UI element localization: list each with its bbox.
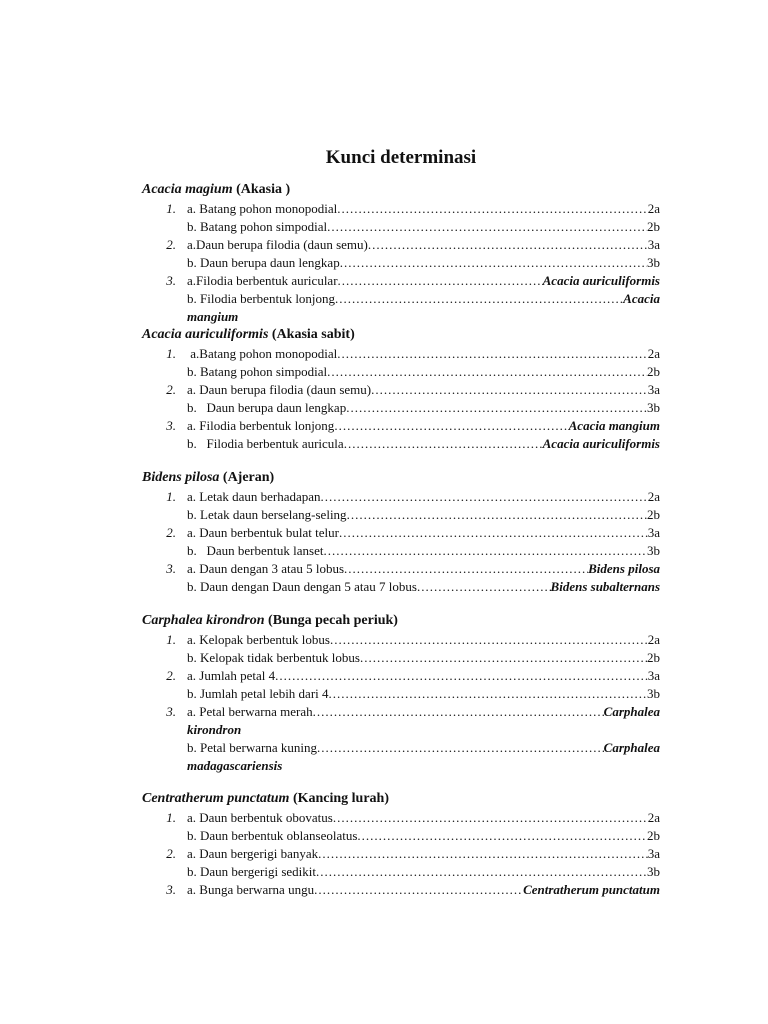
key-line xyxy=(142,254,660,272)
key-result-species: Bidens pilosa xyxy=(588,561,660,576)
leader-dots xyxy=(368,236,648,254)
couplet-number: 3. xyxy=(166,561,176,576)
common-name: (Akasia sabit) xyxy=(271,327,355,342)
key-text: a. Letak daun berhadapan xyxy=(187,489,321,504)
leader-dots xyxy=(371,381,648,399)
key-result-species: Acacia xyxy=(623,291,660,306)
key-leader xyxy=(187,254,660,272)
key-result-couplet: 2b xyxy=(647,507,660,522)
key-result-species: Bidens subalternans xyxy=(550,579,660,594)
leader-dots xyxy=(275,667,648,685)
couplet-number: 3. xyxy=(166,418,176,433)
leader-dots xyxy=(347,506,647,524)
key-leader xyxy=(187,506,660,524)
key-line xyxy=(142,272,660,290)
key-text: b. Daun bergerigi sedikit xyxy=(187,864,317,879)
key-text: a. Filodia berbentuk lonjong xyxy=(187,418,335,433)
common-name: (Kancing lurah) xyxy=(292,791,390,806)
species-heading xyxy=(142,182,290,198)
leader-dots xyxy=(346,399,647,417)
key-leader xyxy=(187,290,660,308)
key-leader xyxy=(187,488,660,506)
leader-dots xyxy=(327,363,647,381)
common-name: (Ajeran) xyxy=(222,470,275,485)
leader-dots xyxy=(338,272,543,290)
key-text: a.Daun berupa filodia (daun semu) xyxy=(187,237,368,252)
key-leader xyxy=(187,703,660,721)
key-leader xyxy=(187,218,660,236)
leader-dots xyxy=(317,739,604,757)
species-name: Carphalea kirondron xyxy=(142,613,265,628)
species-name: Centratherum punctatum xyxy=(142,791,290,806)
key-result-couplet: 2a xyxy=(647,201,660,216)
leader-dots xyxy=(417,578,551,596)
key-line xyxy=(142,631,660,649)
key-leader xyxy=(187,631,660,649)
key-text: a. Petal berwarna merah xyxy=(187,704,313,719)
leader-dots xyxy=(360,649,647,667)
key-text: a. Bunga berwarna ungu xyxy=(187,882,315,897)
leader-dots xyxy=(339,524,648,542)
key-line xyxy=(142,399,660,417)
key-result-species: Acacia auriculiformis xyxy=(542,436,660,451)
leader-dots xyxy=(335,290,623,308)
key-result-species: Acacia auriculiformis xyxy=(542,273,660,288)
key-text: a. Batang pohon monopodial xyxy=(187,201,338,216)
key-text: b. Filodia berbentuk lonjong xyxy=(187,291,336,306)
species-name: Acacia auriculiformis xyxy=(142,327,269,342)
species-name: Bidens pilosa xyxy=(142,470,220,485)
leader-dots xyxy=(344,435,543,453)
key-leader xyxy=(187,560,660,578)
key-result-couplet: 3a xyxy=(647,668,660,683)
leader-dots xyxy=(357,827,647,845)
key-result-species-cont: mangium xyxy=(187,309,239,324)
key-line-continuation xyxy=(142,721,660,739)
species-heading xyxy=(142,613,398,629)
leader-dots xyxy=(334,417,568,435)
key-line-continuation xyxy=(142,308,660,326)
couplet-number: 3. xyxy=(166,882,176,897)
key-result-couplet: 3b xyxy=(647,400,660,415)
couplet-number: 1. xyxy=(166,201,176,216)
key-text: b. Daun dengan Daun dengan 5 atau 7 lobus xyxy=(187,579,417,594)
key-text: b. Daun berbentuk lanset xyxy=(187,543,324,558)
key-line xyxy=(142,578,660,596)
key-text: a.Batang pohon monopodial xyxy=(187,346,338,361)
key-leader xyxy=(187,435,660,453)
key-line xyxy=(142,200,660,218)
species-heading xyxy=(142,470,274,486)
key-line xyxy=(142,381,660,399)
key-result-couplet: 2a xyxy=(647,346,660,361)
leader-dots xyxy=(333,809,648,827)
key-leader xyxy=(187,272,660,290)
key-result-couplet: 3b xyxy=(647,686,660,701)
key-result-couplet: 3b xyxy=(647,255,660,270)
key-leader xyxy=(187,578,660,596)
key-result-species: Acacia mangium xyxy=(568,418,660,433)
key-text: a. Daun bergerigi banyak xyxy=(187,846,319,861)
key-result-couplet: 2b xyxy=(647,219,660,234)
couplet-number: 2. xyxy=(166,525,176,540)
key-text: b. Petal berwarna kuning xyxy=(187,740,317,755)
couplet-number: 1. xyxy=(166,489,176,504)
key-leader xyxy=(187,399,660,417)
key-leader xyxy=(187,685,660,703)
key-text: a. Daun dengan 3 atau 5 lobus xyxy=(187,561,345,576)
key-result-couplet: 3a xyxy=(647,846,660,861)
key-text: b. Daun berupa daun lengkap xyxy=(187,255,340,270)
couplet-number: 2. xyxy=(166,237,176,252)
key-leader xyxy=(187,363,660,381)
key-result-couplet: 2b xyxy=(647,364,660,379)
key-line xyxy=(142,506,660,524)
key-leader xyxy=(187,345,660,363)
leader-dots xyxy=(337,200,648,218)
key-line xyxy=(142,560,660,578)
key-leader xyxy=(187,200,660,218)
key-line xyxy=(142,542,660,560)
key-result-couplet: 2b xyxy=(647,828,660,843)
couplet-number: 3. xyxy=(166,273,176,288)
couplet-number: 2. xyxy=(166,382,176,397)
key-leader xyxy=(187,739,660,757)
couplet-number: 2. xyxy=(166,846,176,861)
key-result-couplet: 3a xyxy=(647,525,660,540)
couplet-number: 1. xyxy=(166,810,176,825)
key-text: b. Daun berbentuk oblanseolatus xyxy=(187,828,358,843)
key-result-couplet: 3b xyxy=(647,543,660,558)
species-name: Acacia magium xyxy=(142,182,233,197)
key-leader xyxy=(187,417,660,435)
key-leader xyxy=(187,649,660,667)
key-line xyxy=(142,863,660,881)
key-result-couplet: 3a xyxy=(647,237,660,252)
key-text: a. Daun berbentuk bulat telur xyxy=(187,525,339,540)
key-result-species-cont: madagascariensis xyxy=(187,758,283,773)
leader-dots xyxy=(329,685,647,703)
key-leader xyxy=(187,881,660,899)
leader-dots xyxy=(313,703,604,721)
leader-dots xyxy=(337,345,648,363)
key-leader xyxy=(187,236,660,254)
key-line xyxy=(142,809,660,827)
couplet-number: 1. xyxy=(166,632,176,647)
key-result-species-cont: kirondron xyxy=(187,722,242,737)
key-leader xyxy=(187,827,660,845)
key-text: a. Jumlah petal 4 xyxy=(187,668,276,683)
key-result-couplet: 3a xyxy=(647,382,660,397)
leader-dots xyxy=(314,881,523,899)
key-line xyxy=(142,703,660,721)
key-text: b. Letak daun berselang-seling xyxy=(187,507,347,522)
key-line-continuation xyxy=(142,757,660,775)
leader-dots xyxy=(327,218,647,236)
key-result-species: Carphalea xyxy=(603,704,660,719)
key-line xyxy=(142,649,660,667)
key-line xyxy=(142,236,660,254)
key-text: a. Daun berupa filodia (daun semu) xyxy=(187,382,372,397)
key-leader xyxy=(187,863,660,881)
key-line xyxy=(142,417,660,435)
key-line xyxy=(142,345,660,363)
key-text: a. Kelopak berbentuk lobus xyxy=(187,632,330,647)
key-result-species: Carphalea xyxy=(603,740,660,755)
leader-dots xyxy=(340,254,647,272)
key-leader xyxy=(187,524,660,542)
key-line xyxy=(142,435,660,453)
key-result-species: Centratherum punctatum xyxy=(523,882,660,897)
key-text: a.Filodia berbentuk auricular xyxy=(187,273,338,288)
key-result-couplet: 2b xyxy=(647,650,660,665)
document-title: Kunci determinasi xyxy=(325,147,477,168)
key-text: b. Batang pohon simpodial xyxy=(187,219,328,234)
key-line xyxy=(142,827,660,845)
couplet-number: 3. xyxy=(166,704,176,719)
species-heading xyxy=(142,791,389,807)
key-line xyxy=(142,739,660,757)
leader-dots xyxy=(316,863,647,881)
key-leader xyxy=(187,667,660,685)
key-line xyxy=(142,845,660,863)
key-line xyxy=(142,524,660,542)
key-leader xyxy=(187,381,660,399)
key-line xyxy=(142,218,660,236)
key-text: b. Filodia berbentuk auricula xyxy=(187,436,344,451)
key-line xyxy=(142,290,660,308)
key-text: b. Jumlah petal lebih dari 4 xyxy=(187,686,329,701)
leader-dots xyxy=(344,560,588,578)
couplet-number: 2. xyxy=(166,668,176,683)
key-leader xyxy=(187,845,660,863)
common-name: (Bunga pecah periuk) xyxy=(268,613,398,628)
key-text: b. Daun berupa daun lengkap xyxy=(187,400,347,415)
common-name: (Akasia ) xyxy=(236,182,291,197)
key-text: a. Daun berbentuk obovatus xyxy=(187,810,333,825)
key-text: b. Kelopak tidak berbentuk lobus xyxy=(187,650,360,665)
key-leader xyxy=(187,809,660,827)
key-result-couplet: 2a xyxy=(647,810,660,825)
key-line xyxy=(142,685,660,703)
leader-dots xyxy=(330,631,648,649)
key-line xyxy=(142,488,660,506)
key-result-couplet: 2a xyxy=(647,632,660,647)
key-text: b. Batang pohon simpodial xyxy=(187,364,328,379)
key-line xyxy=(142,881,660,899)
species-heading xyxy=(142,327,355,343)
key-result-couplet: 3b xyxy=(647,864,660,879)
leader-dots xyxy=(318,845,648,863)
key-line xyxy=(142,363,660,381)
key-line xyxy=(142,667,660,685)
couplet-number: 1. xyxy=(166,346,176,361)
key-result-couplet: 2a xyxy=(647,489,660,504)
key-leader xyxy=(187,542,660,560)
leader-dots xyxy=(321,488,648,506)
leader-dots xyxy=(323,542,647,560)
